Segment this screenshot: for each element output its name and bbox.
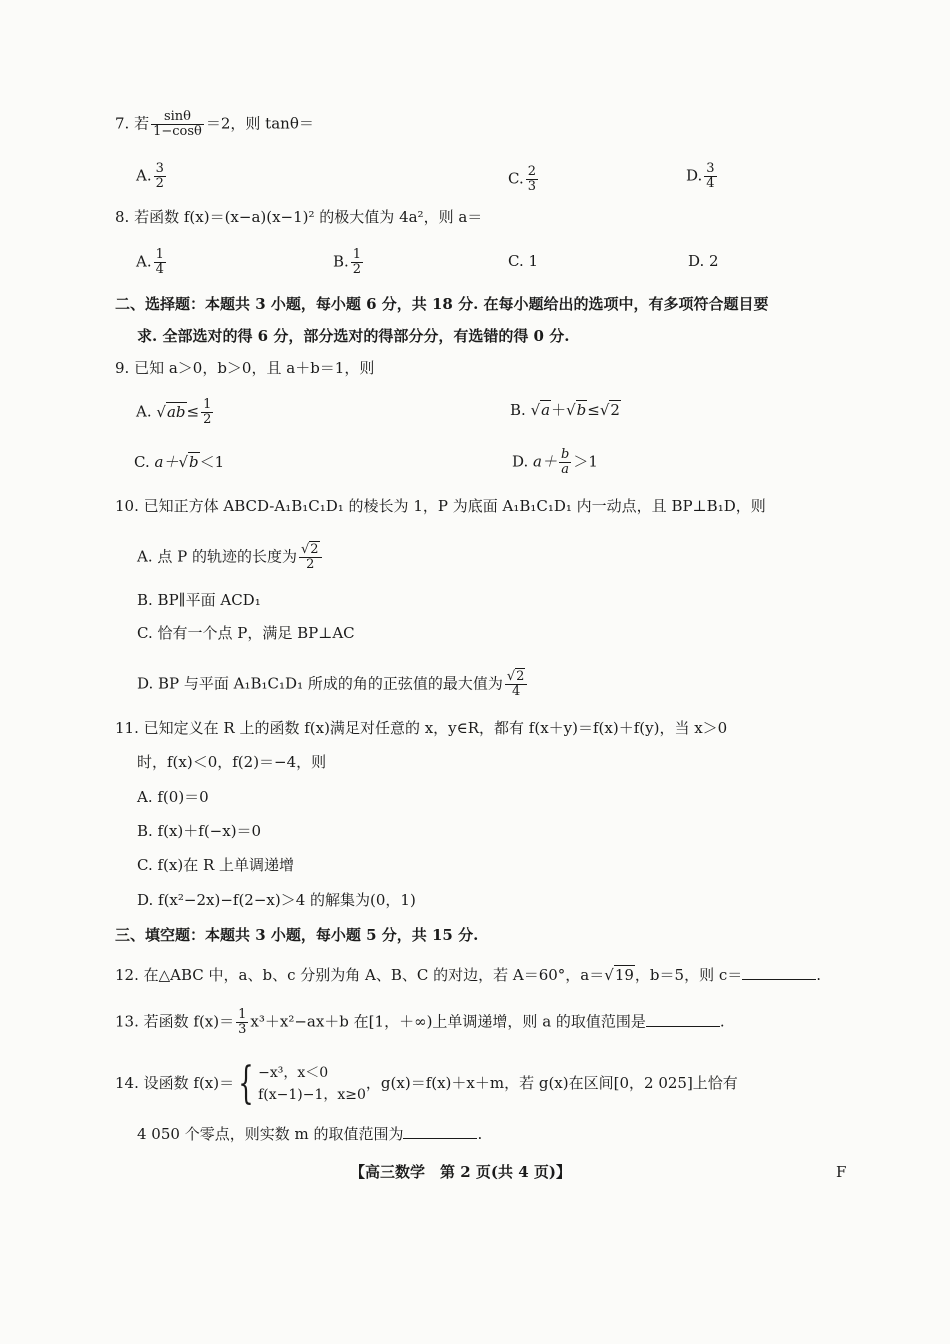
q8-option-b-label: B. [333,252,349,271]
q9-option-d-den: a [561,462,570,477]
q7-option-a-label: A. [136,166,152,185]
q8-option-b-den: 2 [352,262,362,277]
left-brace-icon: { [238,1058,254,1109]
q9-option-d-pre: a＋ [533,452,557,471]
q14-post: ，g(x)＝f(x)＋x＋m，若 g(x)在区间[0，2 025]上恰有 [365,1074,738,1092]
q10-option-a-den: 2 [306,557,315,572]
q13-pre: 13. 若函数 f(x)＝ [115,1012,235,1031]
q10-option-d-radicand: 2 [516,669,525,684]
q11-option-c: C. f(x)在 R 上单调递增 [137,856,295,874]
q9-stem: 9. 已知 a＞0，b＞0，且 a＋b＝1，则 [115,359,375,377]
q8-option-a-label: A. [136,252,152,271]
q7-option-a-den: 2 [155,176,164,191]
q7-option-d [686,162,719,191]
sqrt-symbol: √2 [599,401,620,419]
q10-stem: 10. 已知正方体 ABCD-A₁B₁C₁D₁ 的棱长为 1，P 为底面 A₁B₁C₁D₁ 内一动点，且 BP⊥B₁D，则 [115,497,766,515]
q13-frac-den: 3 [238,1022,247,1037]
q8-option-c: C. 1 [508,252,539,270]
q7-option-c [508,165,540,194]
q7-prefix: 7. 若 [115,114,150,133]
q10-option-b: B. BP∥平面 ACD₁ [137,591,261,609]
q9-option-c-post: ＜1 [199,453,225,471]
q9-option-c-label: C. [134,453,150,471]
q10-option-a-radicand: 2 [310,542,319,557]
q7-option-a-num: 3 [155,161,164,176]
q9-option-b-relation: ≤ [587,401,600,419]
q7-frac-den: 1−cosθ [153,124,202,139]
section2-heading-line1: 二、选择题：本题共 3 小题，每小题 6 分，共 18 分. 在每小题给出的选项中，有多项符合题目要 [115,295,769,313]
sqrt-symbol: √2 [506,669,525,684]
q8-option-d: D. 2 [688,252,719,270]
q7-option-d-num: 3 [706,161,715,176]
q11-option-a: A. f(0)＝0 [137,788,209,806]
sqrt-symbol: √b [566,401,587,419]
q9-option-b-radicand-2: b [576,401,587,419]
q13-stem [115,1008,725,1037]
q7-option-a [136,162,168,191]
q7-stem [115,110,314,139]
q12-end: . [816,966,822,984]
q8-stem: 8. 若函数 f(x)＝(x−a)(x−1)² 的极大值为 4a²，则 a＝ [115,208,483,226]
q7-frac-num: sinθ [151,110,204,125]
sqrt-symbol: √a [530,401,551,419]
q14-stem-line2 [137,1124,482,1144]
q10-option-a [137,543,324,572]
q9-option-d [512,448,598,477]
q14-case-2: f(x−1)−1，x≥0 [258,1087,366,1103]
q10-option-d-text: D. BP 与平面 A₁B₁C₁D₁ 所成的角的正弦值的最大值为 [137,674,503,693]
q11-stem-line2: 时，f(x)＜0，f(2)＝−4，则 [137,753,327,771]
q12-radicand: 19 [614,966,634,984]
q8-option-b-num: 1 [352,247,362,262]
page-footer: 【高三数学 第 2 页(共 4 页)】 [350,1163,571,1181]
q7-suffix: ＝2，则 tanθ＝ [205,114,314,133]
q13-frac-num: 1 [238,1007,247,1022]
q9-option-c-radicand: b [189,453,199,471]
q7-option-c-den: 3 [527,179,536,194]
q7-option-c-label: C. [508,169,524,188]
q12-stem [115,965,821,985]
q9-option-a-relation: ≤ [186,402,200,421]
q11-stem-line1: 11. 已知定义在 R 上的函数 f(x)满足对任意的 x，y∈R，都有 f(x＋y)＝f(x)＋f(y)，当 x＞0 [115,719,728,737]
q9-option-a-den: 2 [203,412,212,427]
q11-option-b: B. f(x)＋f(−x)＝0 [137,822,262,840]
q9-option-d-num: b [561,447,570,462]
q7-fraction [151,110,204,139]
q14-pre: 14. 设函数 f(x)＝ [115,1074,235,1092]
q9-option-c-pre: a＋ [154,453,179,471]
q9-option-a-label: A. [136,402,152,421]
q9-option-b-radicand-3: 2 [610,401,620,419]
sqrt-symbol: √19 [604,966,634,984]
q14-answer-blank[interactable] [403,1124,477,1139]
section3-heading: 三、填空题：本题共 3 小题，每小题 5 分，共 15 分. [115,926,479,944]
q8-option-b [333,248,365,277]
section2-heading-line2: 求. 全部选对的得 6 分，部分选对的得部分分，有选错的得 0 分. [137,327,570,345]
q9-option-b [510,400,621,420]
q14-piecewise [258,1062,366,1106]
sqrt-symbol: √ab [156,402,186,421]
q8-option-a-den: 4 [155,262,164,277]
q9-option-b-label: B. [510,401,526,419]
q13-post: x³＋x²−ax＋b 在[1，＋∞)上单调递增，则 a 的取值范围是 [250,1012,646,1031]
q10-option-a-text: A. 点 P 的轨迹的长度为 [137,547,297,566]
q8-option-a-num: 1 [155,247,164,262]
q13-end: . [719,1012,725,1031]
q14-case-1: −x³，x＜0 [258,1065,329,1081]
paper-version-mark: F [836,1163,847,1181]
q9-option-d-label: D. [512,452,529,471]
q9-option-d-post: ＞1 [573,452,598,471]
q9-option-a [136,398,215,427]
q10-option-c: C. 恰有一个点 P，满足 BP⊥AC [137,624,355,642]
q9-option-a-num: 1 [203,397,212,412]
q8-option-a [136,248,168,277]
sqrt-symbol: √2 [301,542,319,557]
q7-option-c-num: 2 [527,164,536,179]
sqrt-symbol: √b [178,453,199,471]
q14-end: . [477,1125,483,1143]
q12-answer-blank[interactable] [742,965,816,980]
q12-pre: 12. 在△ABC 中，a、b、c 分别为角 A、B、C 的对边，若 A＝60°，a＝ [115,966,605,984]
q7-option-d-den: 4 [706,176,715,191]
q10-option-d-den: 4 [512,684,521,699]
q12-post: ，b＝5，则 c＝ [634,966,743,984]
q9-option-c [134,452,224,472]
q11-option-d: D. f(x²−2x)−f(2−x)＞4 的解集为(0，1) [137,891,416,909]
q9-option-b-plus: ＋ [551,401,567,419]
q9-option-a-radicand: ab [166,402,186,421]
q14-stem-line1 [115,1058,738,1108]
q9-option-b-radicand-1: a [541,401,551,419]
q14-line2-pre: 4 050 个零点，则实数 m 的取值范围为 [137,1125,404,1143]
q7-option-d-label: D. [686,166,703,185]
q10-option-d [137,670,529,699]
q13-answer-blank[interactable] [646,1012,720,1027]
